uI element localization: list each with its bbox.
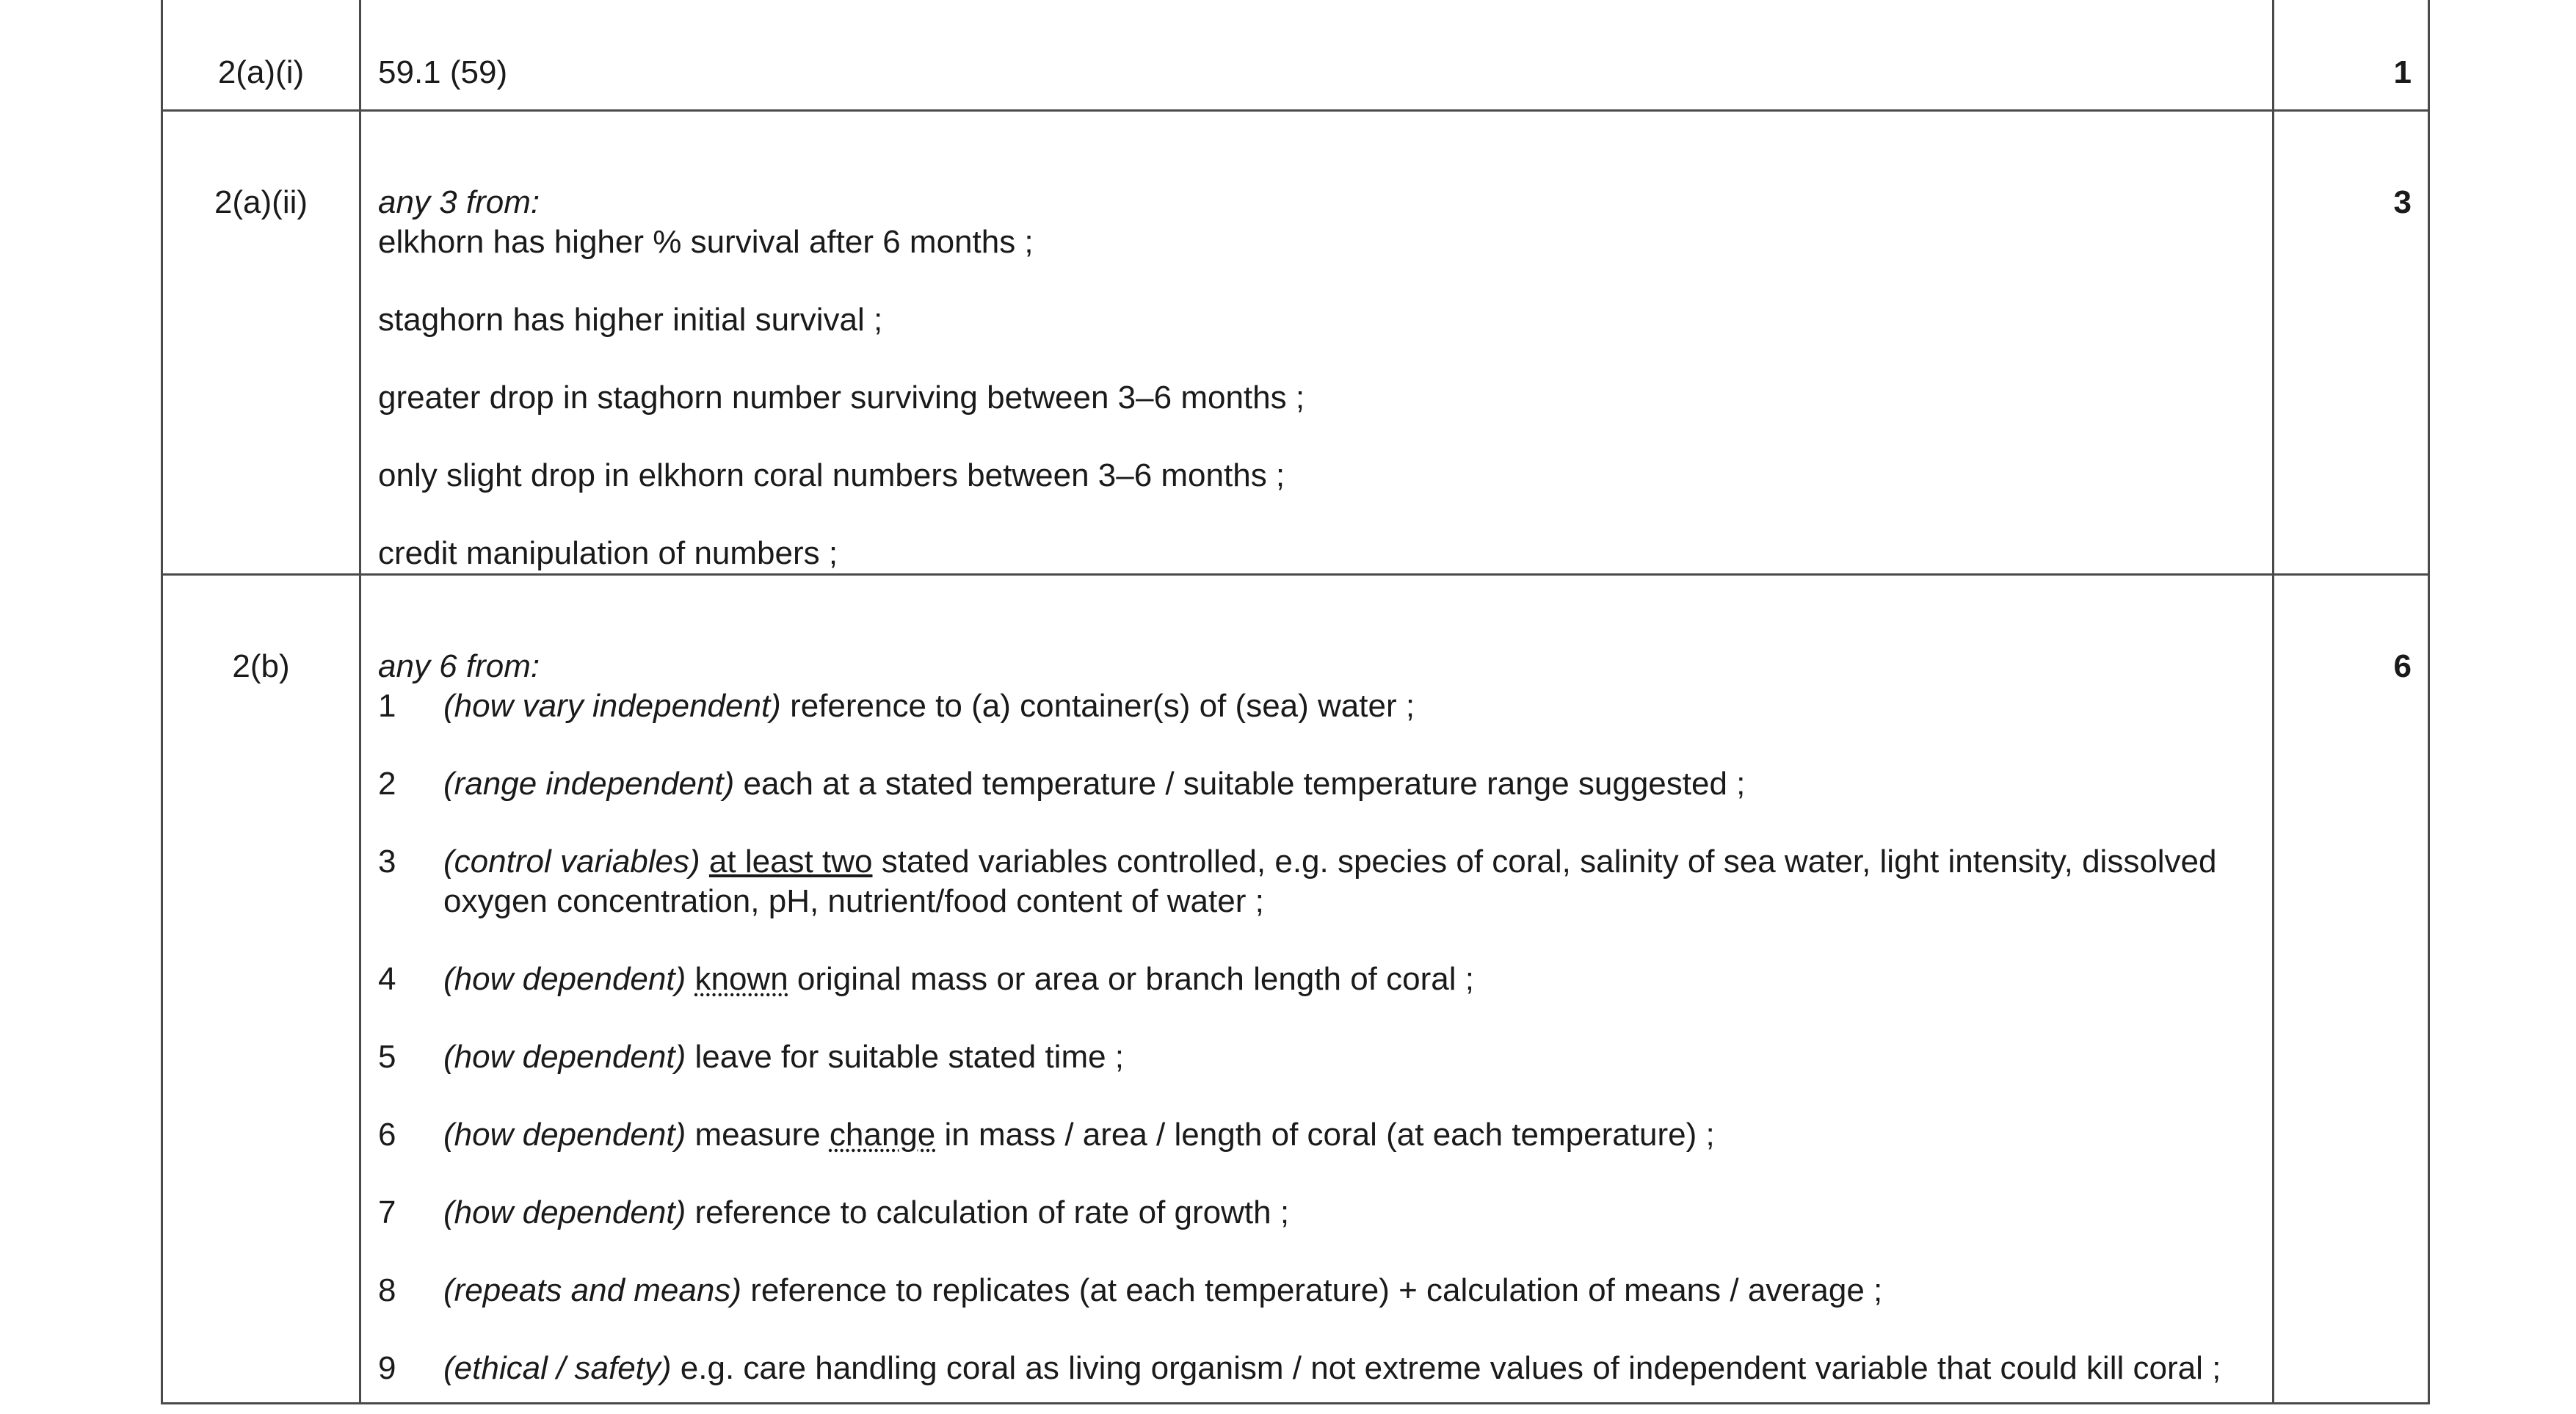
item-body: stated variables controlled, e.g. species of coral, salinity of sea water, light intensity, dissolved oxygen concentration, pH, nutrient/food content of water ; [443,843,2217,919]
item-label: (repeats and means) [443,1272,741,1308]
item-number: 7 [378,1194,396,1230]
item-label: (range independent) [443,765,735,802]
table-row [162,0,2429,110]
question-number: 2(b) [162,574,360,1403]
question-number: 2(a)(i) [162,0,360,110]
item-text [443,1037,2257,1077]
item-number: 9 [378,1349,396,1386]
item-label: (how dependent) [443,960,686,997]
item-body: e.g. care handling coral as living organism / not extreme values of independent variable that could kill coral ; [680,1349,2221,1386]
answer-cell [360,574,2274,1403]
item-emphasis: change [829,1116,936,1153]
item-label: (how dependent) [443,1116,686,1153]
answer-cell [360,110,2274,574]
answer-intro: any 3 from: [378,184,540,220]
item-label: (control variables) [443,843,700,880]
marks-value: 6 [2274,574,2429,1403]
item-number: 1 [378,687,396,724]
item-body: leave for suitable stated time ; [694,1038,1125,1075]
answer-point: credit manipulation of numbers ; [378,534,838,571]
list-item [378,1115,2257,1155]
mark-scheme-table [161,0,2430,1404]
answer-point: staghorn has higher initial survival ; [378,301,883,338]
list-item [378,1037,2257,1077]
table-row [162,110,2429,574]
item-text [443,1115,2257,1155]
answer-point: only slight drop in elkhorn coral numbers between 3–6 months ; [378,457,1285,493]
item-label: (ethical / safety) [443,1349,672,1386]
table-row [162,574,2429,1403]
item-number: 3 [378,843,396,880]
answer-point: greater drop in staghorn number surviving between 3–6 months ; [378,379,1305,416]
item-text [443,1271,2257,1310]
item-body: original mass or area or branch length of coral ; [797,960,1474,997]
item-number: 2 [378,765,396,802]
item-body: reference to (a) container(s) of (sea) water ; [790,687,1415,724]
item-number: 6 [378,1116,396,1153]
item-label: (how vary independent) [443,687,781,724]
list-item [378,960,2257,999]
item-body: reference to replicates (at each temperature) + calculation of means / average ; [750,1272,1883,1308]
item-number: 8 [378,1272,396,1308]
item-body: in mass / area / length of coral (at each temperature) ; [944,1116,1715,1153]
item-text [443,764,2257,804]
item-number: 4 [378,960,396,997]
list-item [378,842,2257,921]
item-emphasis: known [694,960,788,997]
item-pre: measure [694,1116,821,1153]
item-text [443,1349,2257,1388]
item-text [443,686,2257,726]
item-body: each at a stated temperature / suitable temperature range suggested ; [743,765,1746,802]
marks-value: 1 [2274,0,2429,110]
item-label: (how dependent) [443,1194,686,1230]
answer-intro: any 6 from: [378,648,540,684]
list-item [378,1193,2257,1233]
answer-cell [360,0,2274,110]
list-item [378,686,2257,726]
answer-text: 59.1 (59) [378,54,508,90]
item-label: (how dependent) [443,1038,686,1075]
item-text [443,842,2257,921]
item-emphasis: at least two [708,843,873,880]
answer-point: elkhorn has higher % survival after 6 months ; [378,223,1034,260]
list-item [378,764,2257,804]
item-text [443,1193,2257,1233]
question-number: 2(a)(ii) [162,110,360,574]
item-number: 5 [378,1038,396,1075]
list-item [378,1271,2257,1310]
item-body: reference to calculation of rate of growth ; [694,1194,1290,1230]
list-item [378,1349,2257,1388]
item-text [443,960,2257,999]
marks-value: 3 [2274,110,2429,574]
